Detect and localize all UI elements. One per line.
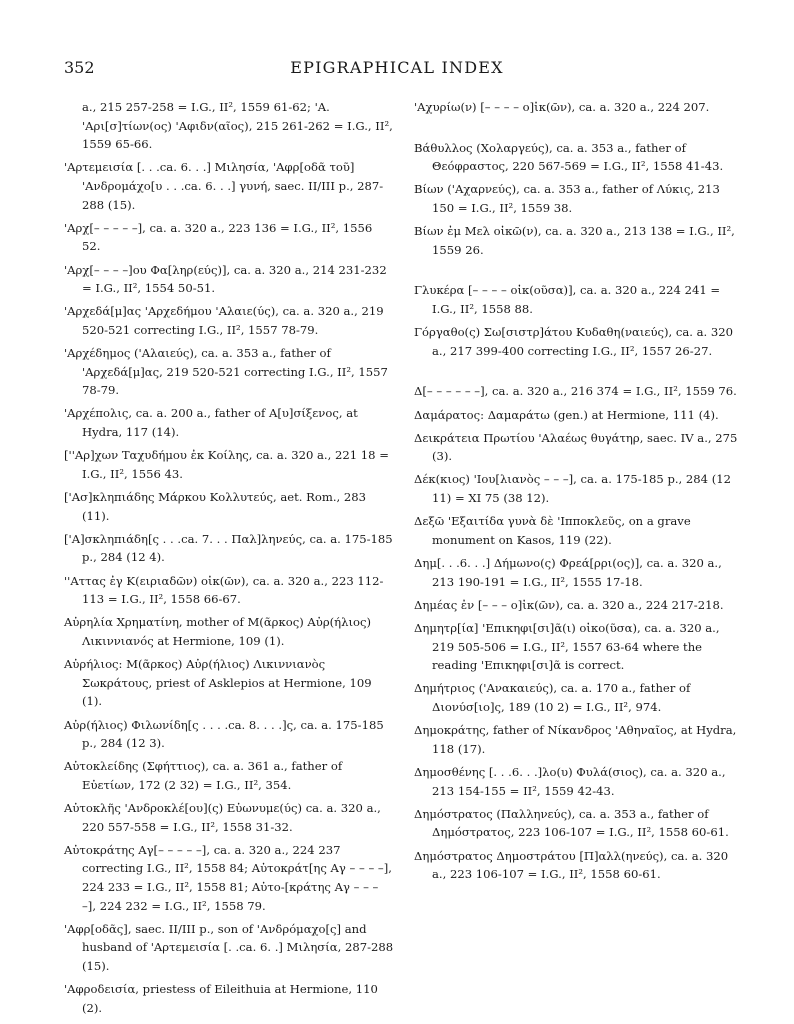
running-header [0, 58, 794, 84]
index-entry: ['Α]σκληπιάδη[ς . . .ca. 7. . . Παλ]ληνεύς, ca. a. 175-185 p., 284 (12 4). [64, 531, 393, 565]
index-entry: Δέκ(κιος) 'Ιου[λιανὸς – – –], ca. a. 175-185 p., 284 (12 11) = XI 75 (38 12). [414, 472, 732, 506]
left-column [64, 98, 394, 1022]
index-entry: a., 215 257-258 = I.G., II², 1559 61-62; 'Α. 'Αρι[σ]τίων(ος) 'Αφιδν(αῖος), 215 261-262 = I.G., II², 1559 65-66. [82, 100, 393, 152]
index-entry: Δεξῶ 'Εξαιτίδα γυνὰ δὲ 'Ιπποκλεῦς, on a grave monument on Kasos, 119 (22). [414, 514, 691, 547]
index-entry: [''Αρ]χων Ταχυδήμου ἐκ Κοίλης, ca. a. 320 a., 221 18 = I.G., II², 1556 43. [64, 448, 389, 481]
index-entry: Αὐρήλιος: Μ(ᾶρκος) Αὐρ(ήλιος) Λικιννιανὸς Σωκράτους, priest of Asklepios at Hermione, 109 (1). [64, 657, 372, 709]
index-entry: Δημητρ[ία] 'Επικηφι[σι]ᾶ(ι) οἰκο(ῦσα), ca. a. 320 a., 219 505-506 = I.G., II², 1557 63-64 where the reading 'Επικηφι[σι]ᾶ is correct. [414, 621, 720, 673]
index-entry: Δημόστρατος (Παλληνεύς), ca. a. 353 a., father of Δημόστρατος, 223 106-107 = I.G., II², 1558 60-61. [414, 806, 729, 840]
index-entry: Δεικράτεια Πρωτίου 'Αλαέως θυγάτηρ, saec. IV a., 275 (3). [414, 430, 738, 464]
index-entry: 'Αρχέπολις, ca. a. 200 a., father of Α[υ]σίξενος, at Hydra, 117 (14). [64, 406, 358, 440]
index-entry: Δημόστρατος Δημοστράτου [Π]αλλ(ηνεύς), ca. a. 320 a., 223 106-107 = I.G., II², 1558 60-61. [414, 848, 729, 882]
index-entry: Αὐτοκράτης Αγ[– – – – –], ca. a. 320 a., 224 237 correcting I.G., II², 1558 84; Αὐτοκράτ[ης Αγ – – – –], 224 233 = I.G., II², 1558 81; Αὐτο-[κράτης Αγ – – – –], 224 232 = I.G., II², 1558 79. [64, 842, 392, 913]
index-entry: 'Αρχέδημος ('Αλαιεύς), ca. a. 353 a., father of 'Αρχεδά[μ]ας, 219 520-521 correcting I.G., II², 1557 78-79. [64, 346, 388, 398]
index-entry: Γόργαθο(ς) Σω[σιστρ]άτου Κυδαθη(ναιεύς), ca. a. 320 a., 217 399-400 correcting I.G., II², 1557 26-27. [414, 325, 734, 358]
index-entry: Δημ[. . .6. . .] Δήμωνο(ς) Φρεά[ρρι(ος)], ca. a. 320 a., 213 190-191 = I.G., II², 1555 17-18. [414, 556, 722, 589]
index-entry: Δημέας ἐν [– – – ο]ἰκ(ῶν), ca. a. 320 a., 224 217-218. [414, 597, 724, 612]
index-entry: 'Αχυρίω(ν) [– – – – ο]ἰκ(ῶν), ca. a. 320 a., 224 207. [414, 100, 710, 114]
index-entry: Αὐρ(ήλιος) Φιλωνίδη[ς . . . .ca. 8. . . .]ς, ca. a. 175-185 p., 284 (12 3). [64, 717, 384, 751]
index-entry: 'Αρχ[– – – – –], ca. a. 320 a., 223 136 = I.G., II², 1556 52. [64, 220, 373, 254]
index-entry: Δημήτριος ('Ανακαιεύς), ca. a. 170 a., father of Διονύσ[ιο]ς, 189 (10 2) = I.G., II², 974. [414, 681, 691, 714]
index-entry: Βίων ('Αχαρνεύς), ca. a. 353 a., father of Λύκις, 213 150 = I.G., II², 1559 38. [414, 182, 720, 215]
index-entry: Δημοσθένης [. . .6. . .]λο(υ) Φυλά(σιος), ca. a. 320 a., 213 154-155 = II², 1559 42-43. [414, 764, 726, 798]
index-entry: Δημοκράτης, father of Νίκανδρος 'Αθηναῖος, at Hydra, 118 (17). [414, 723, 737, 756]
index-entry: 'Αρχεδά[μ]ας 'Αρχεδήμου 'Αλαιε(ύς), ca. a. 320 a., 219 520-521 correcting I.G., II², 1557 78-79. [64, 304, 384, 337]
index-entry: 'Αφροδεισία, priestess of Eileithuia at Hermione, 110 (2). [64, 982, 378, 1015]
index-entry: 'Αφρ[οδᾶς], saec. II/III p., son of 'Ανδρόμαχο[ς] and husband of 'Αρτεμεισία [. .ca. 6. .] Μιλησία, 287-288 (15). [64, 921, 394, 974]
index-entry: 'Αρτεμεισία [. . .ca. 6. . .] Μιλησία, 'Αφρ[οδᾶ τοῦ] 'Ανδρομάχο[υ . . .ca. 6. . .] γυνή, saec. II/III p., 287-288 (15). [64, 160, 384, 212]
index-entry: Δ[– – – – – –], ca. a. 320 a., 216 374 = I.G., II², 1559 76. [414, 384, 737, 399]
index-entry: ''Αττας ἐγ Κ(ειριαδῶν) οἰκ(ῶν), ca. a. 320 a., 223 112-113 = I.G., II², 1558 66-67. [64, 573, 384, 607]
index-entry: Δαμάρατος: Δαμαράτω (gen.) at Hermione, 111 (4). [414, 407, 719, 422]
running-title: EPIGRAPHICAL INDEX [290, 58, 504, 77]
index-entry: 'Αρχ[– – – –]ου Φα[ληρ(εύς)], ca. a. 320 a., 214 231-232 = I.G., II², 1554 50-51. [64, 262, 387, 296]
page-number: 352 [64, 58, 95, 77]
right-column [414, 98, 744, 888]
index-entry: ['Ασ]κληπιάδης Μάρκου Κολλυτεύς, aet. Rom., 283 (11). [64, 490, 367, 523]
index-entry: Γλυκέρα [– – – – οἰκ(οῦσα)], ca. a. 320 a., 224 241 = I.G., II², 1558 88. [414, 283, 721, 316]
index-entry: Βάθυλλος (Χολαργεύς), ca. a. 353 a., father of Θεόφραστος, 220 567-569 = I.G., II², 1558 41-43. [414, 140, 724, 174]
index-entry: Βίων ἐμ Μελ οἰκῶ(ν), ca. a. 320 a., 213 138 = I.G., II², 1559 26. [414, 224, 735, 257]
index-entry: Αὐτοκλείδης (Σφήττιος), ca. a. 361 a., father of Εὐετίων, 172 (2 32) = I.G., II², 354. [64, 759, 343, 792]
index-entry: Αὐτοκλῆς 'Ανδροκλέ[ου](ς) Εὐωνυμε(ύς) ca. a. 320 a., 220 557-558 = I.G., II², 1558 31-32. [64, 801, 381, 834]
index-entry: Αὐρηλία Χρηματίνη, mother of Μ(ᾶρκος) Αὐρ(ήλιος) Λικιννιανός at Hermione, 109 (1). [64, 615, 372, 648]
